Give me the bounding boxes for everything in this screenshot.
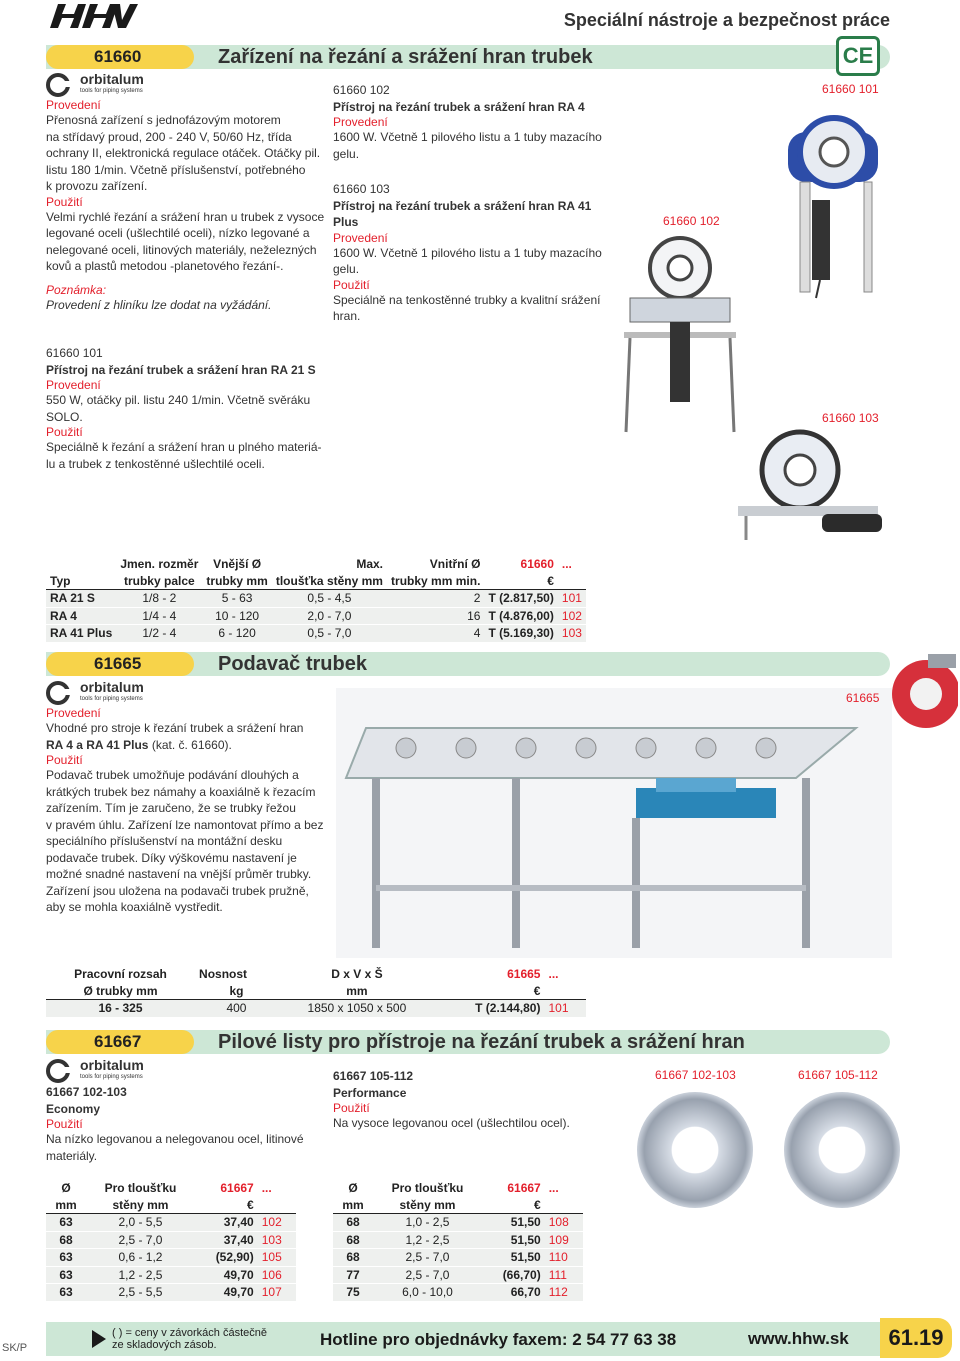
item-61660-101: 61660 101 Přístroj na řezání trubek a srážení hran RA 21 S Provedení 550 W, otáčky pil. listu 240 1/min. Včetně svěráku SOLO. Použití Speciálně k řezání a srážení hran u plného materiá- lu a trubek z tenkostěnné ušlechtilé oceli. — [46, 346, 322, 471]
photo-label: 61660 102 — [663, 214, 720, 228]
table-row: RA 21 S 1/8 - 2 5 - 63 0,5 - 4,5 2 T (2.817,50) 101 — [46, 590, 586, 608]
photo-label: 61667 102-103 — [655, 1068, 736, 1082]
table-row: 68 2,5 - 7,0 37,40 103 — [46, 1231, 296, 1249]
section-title: Podavač trubek — [218, 653, 367, 675]
saw-blade-economy-photo — [637, 1092, 753, 1208]
table-row: 68 2,5 - 7,0 51,50 110 — [333, 1249, 583, 1267]
product-code-badge: 61667 — [46, 1030, 194, 1054]
saw-blade-performance-photo — [784, 1092, 900, 1208]
spec-table-61667-left: Ø Pro tloušťku 61667 ... mm stěny mm € 63 2,0 - 5,5 37,40 102 68 2,5 - 7,0 37,40 103 63 0,6 - 1,2 (52,90) 105 63 1,2 - 2,5 49,70 106 63 2,5 - 5,5 49,70 107 — [46, 1180, 296, 1301]
table-row: RA 4 1/4 - 4 10 - 120 2,0 - 7,0 16 T (4.876,00) 102 — [46, 607, 586, 625]
provedeni-line: listu 180 1/min. Včetně příslušenství, potřebného — [46, 162, 306, 177]
product-code-badge: 61660 — [46, 45, 194, 69]
table-row: 63 2,0 - 5,5 37,40 102 — [46, 1214, 296, 1232]
s1-left-text: Provedení Přenosná zařízení s jednofázovým motorem na střídavý proud, 200 - 240 V, 50/60 Hz, třída ochrany II, elektronická regulace otáček. Otáčky pil. listu 180 1/min. Včetně příslušenství, potřebného k provozu zařízení. Použití Velmi rychlé řezání a srážení hran u trubek z vysoce legované oceli (ušlechtilé oceli), nízko legované a nelegované oceli, litinových materiály, neželezných kovů a plastů metodou -planetového řezání-. Poznámka: Provedení z hliníku lze dodat na vyžádání. — [46, 98, 325, 312]
table-row: 77 2,5 - 7,0 (66,70) 111 — [333, 1266, 583, 1284]
table-row: 16 - 325 400 1850 x 1050 x 500 T (2.144,80) 101 — [46, 1000, 586, 1017]
table-row: 63 1,2 - 2,5 49,70 106 — [46, 1266, 296, 1284]
machine-ra41-photo — [738, 428, 888, 540]
photo-label: 61660 101 — [822, 82, 879, 96]
ce-mark-icon: CE — [836, 36, 880, 76]
s2-text: Provedení Vhodné pro stroje k řezání trubek a srážení hran RA 4 a RA 41 Plus (kat. č. 61660). Použití Podavač trubek umožňuje podávání dlouhých a krátkých trubek bez námahy a koaxiálně k řezacím zařízením. Tím je zaručeno, že se trubky řežou v pravém úhlu. Zařízení lze namontovat přímo a bez speciálního příslušenství na montážní desku podavače trubek. Díky výškovému nastavení je možné snadné nastavení na vnější průměr trubky. Zařízení jsou uložena na podavači trubek pružně, aby se mohla koaxiálně vystředit. — [46, 706, 324, 914]
orbitalum-logo: orbitalum tools for piping systems — [46, 680, 156, 706]
fax-hotline: Hotline pro objednávky faxem: 2 54 77 63 38 — [320, 1330, 677, 1349]
table-row: RA 41 Plus 1/2 - 4 6 - 120 0,5 - 7,0 4 T (5.169,30) 103 — [46, 625, 586, 642]
brand-logo — [46, 2, 142, 30]
category-title: Speciální nástroje a bezpečnost práce — [563, 10, 890, 30]
pipe-feeder-photo — [336, 688, 892, 958]
item-61660-102: 61660 102 Přístroj na řezání trubek a srážení hran RA 4 Provedení 1600 W. Včetně 1 pilového listu a 1 tuby mazacího gelu. — [333, 83, 602, 161]
table-row: 68 1,2 - 2,5 51,50 109 — [333, 1231, 583, 1249]
machine-ra4-photo — [620, 232, 740, 442]
side-code: SK/P — [2, 1342, 28, 1354]
orbitalum-logo: orbitalum tools for piping systems — [46, 1058, 156, 1084]
section-title: Pilové listy pro přístroje na řezání trubek a srážení hran — [218, 1031, 745, 1053]
s3-left-text: 61667 102-103 Economy Použití Na nízko legovanou a nelegovanou ocel, litinové materiály. — [46, 1085, 304, 1163]
price-note: ( ) = ceny v závorkách částečně ze skladových zásob. — [112, 1327, 267, 1351]
spec-table-61667-right: Ø Pro tloušťku 61667 ... mm stěny mm € 68 1,0 - 2,5 51,50 108 68 1,2 - 2,5 51,50 109 68 2,5 - 7,0 51,50 110 77 2,5 - 7,0 (66,70) 111 75 6,0 - 10,0 66,70 112 — [333, 1180, 583, 1301]
spec-table-61665: Pracovní rozsah Nosnost D x V x Š 61665 ... Ø trubky mm kg mm € 16 - 325 400 1850 x 1050 x 500 T (2.144,80) 101 — [46, 966, 586, 1017]
item-61660-103: 61660 103 Přístroj na řezání trubek a srážení hran RA 41 Plus Provedení 1600 W. Včetně 1 pilového listu a 1 tuby mazacího gelu. Použití Speciálně na tenkostěnné trubky a kvalitní srážení hran. — [333, 182, 602, 323]
section-title: Zařízení na řezání a srážení hran trubek — [218, 46, 593, 68]
orbitalum-logo: orbitalum tools for piping systems — [46, 72, 156, 98]
photo-label: 61667 105-112 — [798, 1068, 878, 1082]
provedeni-line: k provozu zařízení. — [46, 179, 148, 193]
photo-label: 61665 — [846, 691, 880, 705]
table-row: 63 2,5 - 5,5 49,70 107 — [46, 1284, 296, 1301]
table-row: 63 0,6 - 1,2 (52,90) 105 — [46, 1249, 296, 1267]
page-number: 61.19 — [880, 1318, 952, 1358]
product-code-badge: 61665 — [46, 652, 194, 676]
photo-label: 61660 103 — [822, 411, 879, 425]
table-row: 75 6,0 - 10,0 66,70 112 — [333, 1284, 583, 1301]
s3-right-text: 61667 105-112 Performance Použití Na vysoce legovanou ocel (ušlechtilou ocel). — [333, 1069, 570, 1130]
provedeni-line: na střídavý proud, 200 - 240 V, 50/60 Hz, třída — [46, 129, 292, 144]
spec-table-61660: Jmen. rozměr Vnější Ø Max. Vnitřní Ø 61660 ... Typ trubky palce trubky mm tloušťka stěny mm trubky mm min. € RA 21 S 1/8 - 2 5 - 63 0,5 - 4,5 2 T (2.817,50) 101 RA 4 1/4 - 4 10 - 120 2,0 - 7,0 16 T (4.876,00) 102 RA 41 Plus 1/2 - 4 6 - 120 0,5 - 7,0 4 T (5.169,30) 103 — [46, 556, 586, 642]
machine-ra21s-photo — [772, 92, 900, 304]
play-arrow-icon — [92, 1330, 106, 1348]
website-link[interactable]: www.hhw.sk — [748, 1329, 849, 1348]
provedeni-line: Přenosná zařízení s jednofázovým motorem — [46, 113, 281, 127]
provedeni-line: ochrany II, elektronická regulace otáček. Otáčky pil. — [46, 146, 321, 160]
feeder-roller-photo — [888, 648, 958, 736]
table-row: 68 1,0 - 2,5 51,50 108 — [333, 1214, 583, 1232]
